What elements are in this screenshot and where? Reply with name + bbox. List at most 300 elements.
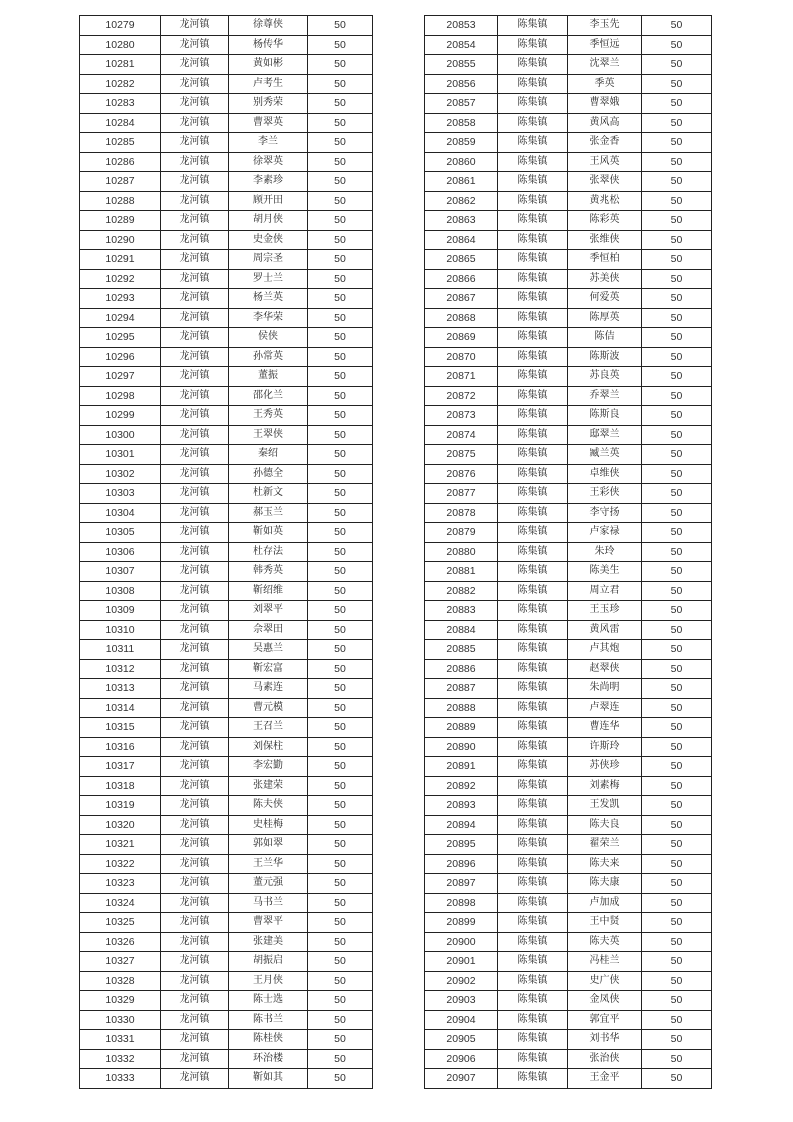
table-row xyxy=(425,211,712,231)
town-cell: 陈集镇 xyxy=(498,737,568,757)
town-cell: 龙河镇 xyxy=(161,113,229,133)
amount-cell: 50 xyxy=(642,952,712,972)
town-cell: 陈集镇 xyxy=(498,1069,568,1089)
table-row xyxy=(425,932,712,952)
amount-cell: 50 xyxy=(308,35,373,55)
town-cell: 龙河镇 xyxy=(161,172,229,192)
table-row xyxy=(80,679,373,699)
table-row xyxy=(425,1069,712,1089)
right-table-body xyxy=(425,16,712,1089)
town-cell: 龙河镇 xyxy=(161,659,229,679)
town-cell: 陈集镇 xyxy=(498,581,568,601)
table-row xyxy=(425,796,712,816)
amount-cell: 50 xyxy=(308,815,373,835)
town-cell: 陈集镇 xyxy=(498,971,568,991)
town-cell: 龙河镇 xyxy=(161,776,229,796)
id-cell: 10297 xyxy=(80,367,161,387)
amount-cell: 50 xyxy=(642,796,712,816)
name-cell: 吴惠兰 xyxy=(229,640,308,660)
town-cell: 龙河镇 xyxy=(161,230,229,250)
name-cell: 曹翠平 xyxy=(229,913,308,933)
name-cell: 臧兰英 xyxy=(568,445,642,465)
amount-cell: 50 xyxy=(308,503,373,523)
name-cell: 王发凯 xyxy=(568,796,642,816)
amount-cell: 50 xyxy=(642,308,712,328)
id-cell: 20895 xyxy=(425,835,498,855)
amount-cell: 50 xyxy=(308,718,373,738)
town-cell: 龙河镇 xyxy=(161,347,229,367)
id-cell: 20873 xyxy=(425,406,498,426)
id-cell: 20898 xyxy=(425,893,498,913)
id-cell: 20877 xyxy=(425,484,498,504)
amount-cell: 50 xyxy=(642,913,712,933)
name-cell: 张建荣 xyxy=(229,776,308,796)
amount-cell: 50 xyxy=(308,133,373,153)
table-row xyxy=(425,191,712,211)
table-row xyxy=(80,893,373,913)
table-row xyxy=(425,250,712,270)
town-cell: 陈集镇 xyxy=(498,1030,568,1050)
table-row xyxy=(425,406,712,426)
town-cell: 陈集镇 xyxy=(498,269,568,289)
table-row xyxy=(80,1049,373,1069)
table-row xyxy=(80,35,373,55)
id-cell: 20890 xyxy=(425,737,498,757)
id-cell: 10316 xyxy=(80,737,161,757)
id-cell: 10290 xyxy=(80,230,161,250)
id-cell: 20883 xyxy=(425,601,498,621)
town-cell: 龙河镇 xyxy=(161,601,229,621)
amount-cell: 50 xyxy=(642,620,712,640)
amount-cell: 50 xyxy=(308,601,373,621)
table-row xyxy=(80,152,373,172)
amount-cell: 50 xyxy=(642,425,712,445)
table-row xyxy=(80,854,373,874)
id-cell: 10308 xyxy=(80,581,161,601)
amount-cell: 50 xyxy=(642,191,712,211)
town-cell: 陈集镇 xyxy=(498,757,568,777)
id-cell: 10317 xyxy=(80,757,161,777)
town-cell: 陈集镇 xyxy=(498,55,568,75)
table-row xyxy=(80,250,373,270)
amount-cell: 50 xyxy=(642,386,712,406)
name-cell: 靳绍维 xyxy=(229,581,308,601)
town-cell: 陈集镇 xyxy=(498,133,568,153)
table-row xyxy=(425,581,712,601)
name-cell: 苏侠珍 xyxy=(568,757,642,777)
town-cell: 龙河镇 xyxy=(161,445,229,465)
town-cell: 龙河镇 xyxy=(161,1069,229,1089)
table-row xyxy=(425,16,712,36)
name-cell: 陈佶 xyxy=(568,328,642,348)
id-cell: 10300 xyxy=(80,425,161,445)
id-cell: 20884 xyxy=(425,620,498,640)
town-cell: 龙河镇 xyxy=(161,581,229,601)
amount-cell: 50 xyxy=(642,776,712,796)
id-cell: 20888 xyxy=(425,698,498,718)
town-cell: 陈集镇 xyxy=(498,308,568,328)
id-cell: 20902 xyxy=(425,971,498,991)
name-cell: 郭宜平 xyxy=(568,1010,642,1030)
town-cell: 龙河镇 xyxy=(161,718,229,738)
town-cell: 龙河镇 xyxy=(161,737,229,757)
table-row xyxy=(425,289,712,309)
id-cell: 10314 xyxy=(80,698,161,718)
amount-cell: 50 xyxy=(642,971,712,991)
amount-cell: 50 xyxy=(308,269,373,289)
name-cell: 董元强 xyxy=(229,874,308,894)
town-cell: 龙河镇 xyxy=(161,191,229,211)
name-cell: 苏美侠 xyxy=(568,269,642,289)
table-row xyxy=(80,952,373,972)
table-row xyxy=(425,698,712,718)
table-row xyxy=(80,874,373,894)
amount-cell: 50 xyxy=(642,74,712,94)
amount-cell: 50 xyxy=(308,250,373,270)
name-cell: 环治楼 xyxy=(229,1049,308,1069)
id-cell: 20897 xyxy=(425,874,498,894)
name-cell: 何爱英 xyxy=(568,289,642,309)
id-cell: 10279 xyxy=(80,16,161,36)
id-cell: 20859 xyxy=(425,133,498,153)
table-row xyxy=(80,484,373,504)
id-cell: 10288 xyxy=(80,191,161,211)
town-cell: 陈集镇 xyxy=(498,445,568,465)
amount-cell: 50 xyxy=(308,328,373,348)
amount-cell: 50 xyxy=(642,698,712,718)
name-cell: 张金香 xyxy=(568,133,642,153)
town-cell: 陈集镇 xyxy=(498,679,568,699)
town-cell: 龙河镇 xyxy=(161,874,229,894)
amount-cell: 50 xyxy=(642,484,712,504)
name-cell: 卢考生 xyxy=(229,74,308,94)
table-row xyxy=(425,971,712,991)
table-row xyxy=(80,406,373,426)
table-row xyxy=(425,679,712,699)
name-cell: 陈厚英 xyxy=(568,308,642,328)
table-row xyxy=(425,133,712,153)
id-cell: 20886 xyxy=(425,659,498,679)
id-cell: 20863 xyxy=(425,211,498,231)
amount-cell: 50 xyxy=(642,35,712,55)
amount-cell: 50 xyxy=(642,1010,712,1030)
id-cell: 10322 xyxy=(80,854,161,874)
amount-cell: 50 xyxy=(642,815,712,835)
table-row xyxy=(80,1010,373,1030)
amount-cell: 50 xyxy=(308,952,373,972)
amount-cell: 50 xyxy=(642,991,712,1011)
id-cell: 10319 xyxy=(80,796,161,816)
amount-cell: 50 xyxy=(308,893,373,913)
id-cell: 10291 xyxy=(80,250,161,270)
amount-cell: 50 xyxy=(642,250,712,270)
name-cell: 陈夫良 xyxy=(568,815,642,835)
town-cell: 陈集镇 xyxy=(498,932,568,952)
table-row xyxy=(425,172,712,192)
amount-cell: 50 xyxy=(642,347,712,367)
town-cell: 龙河镇 xyxy=(161,562,229,582)
table-row xyxy=(425,854,712,874)
amount-cell: 50 xyxy=(642,152,712,172)
name-cell: 陈斯波 xyxy=(568,347,642,367)
amount-cell: 50 xyxy=(308,347,373,367)
id-cell: 20907 xyxy=(425,1069,498,1089)
town-cell: 龙河镇 xyxy=(161,893,229,913)
name-cell: 马素连 xyxy=(229,679,308,699)
table-row xyxy=(425,445,712,465)
id-cell: 20901 xyxy=(425,952,498,972)
table-row xyxy=(80,55,373,75)
table-row xyxy=(80,367,373,387)
amount-cell: 50 xyxy=(308,152,373,172)
table-row xyxy=(425,328,712,348)
name-cell: 王秀英 xyxy=(229,406,308,426)
table-row xyxy=(425,874,712,894)
town-cell: 龙河镇 xyxy=(161,835,229,855)
town-cell: 龙河镇 xyxy=(161,679,229,699)
town-cell: 陈集镇 xyxy=(498,698,568,718)
town-cell: 陈集镇 xyxy=(498,191,568,211)
name-cell: 胡振启 xyxy=(229,952,308,972)
town-cell: 龙河镇 xyxy=(161,620,229,640)
id-cell: 20893 xyxy=(425,796,498,816)
name-cell: 乔翠兰 xyxy=(568,386,642,406)
town-cell: 龙河镇 xyxy=(161,757,229,777)
amount-cell: 50 xyxy=(642,523,712,543)
id-cell: 10306 xyxy=(80,542,161,562)
table-row xyxy=(80,445,373,465)
table-row xyxy=(425,113,712,133)
id-cell: 10312 xyxy=(80,659,161,679)
name-cell: 刘素梅 xyxy=(568,776,642,796)
table-row xyxy=(80,815,373,835)
town-cell: 陈集镇 xyxy=(498,74,568,94)
town-cell: 陈集镇 xyxy=(498,152,568,172)
amount-cell: 50 xyxy=(308,484,373,504)
table-row xyxy=(425,425,712,445)
amount-cell: 50 xyxy=(642,328,712,348)
table-row xyxy=(80,386,373,406)
town-cell: 龙河镇 xyxy=(161,425,229,445)
table-row xyxy=(80,94,373,114)
table-row xyxy=(80,620,373,640)
table-row xyxy=(425,269,712,289)
table-row xyxy=(80,971,373,991)
amount-cell: 50 xyxy=(308,1010,373,1030)
amount-cell: 50 xyxy=(308,932,373,952)
id-cell: 10318 xyxy=(80,776,161,796)
name-cell: 卢家禄 xyxy=(568,523,642,543)
amount-cell: 50 xyxy=(308,796,373,816)
id-cell: 10309 xyxy=(80,601,161,621)
town-cell: 龙河镇 xyxy=(161,1049,229,1069)
id-cell: 10307 xyxy=(80,562,161,582)
name-cell: 卢其炮 xyxy=(568,640,642,660)
name-cell: 李宏勤 xyxy=(229,757,308,777)
name-cell: 王金平 xyxy=(568,1069,642,1089)
name-cell: 韩秀英 xyxy=(229,562,308,582)
town-cell: 龙河镇 xyxy=(161,932,229,952)
amount-cell: 50 xyxy=(308,1069,373,1089)
name-cell: 周宗圣 xyxy=(229,250,308,270)
amount-cell: 50 xyxy=(642,659,712,679)
table-row xyxy=(80,289,373,309)
id-cell: 20867 xyxy=(425,289,498,309)
table-row xyxy=(80,347,373,367)
table-row xyxy=(425,562,712,582)
id-cell: 20878 xyxy=(425,503,498,523)
amount-cell: 50 xyxy=(642,932,712,952)
name-cell: 季恒柏 xyxy=(568,250,642,270)
town-cell: 龙河镇 xyxy=(161,367,229,387)
name-cell: 陈夫英 xyxy=(568,932,642,952)
id-cell: 20904 xyxy=(425,1010,498,1030)
id-cell: 20861 xyxy=(425,172,498,192)
town-cell: 龙河镇 xyxy=(161,991,229,1011)
town-cell: 龙河镇 xyxy=(161,542,229,562)
town-cell: 陈集镇 xyxy=(498,620,568,640)
amount-cell: 50 xyxy=(308,913,373,933)
id-cell: 20896 xyxy=(425,854,498,874)
table-row xyxy=(425,503,712,523)
id-cell: 10313 xyxy=(80,679,161,699)
amount-cell: 50 xyxy=(642,211,712,231)
amount-cell: 50 xyxy=(308,620,373,640)
town-cell: 龙河镇 xyxy=(161,640,229,660)
table-row xyxy=(425,230,712,250)
town-cell: 龙河镇 xyxy=(161,913,229,933)
right-table xyxy=(424,15,712,1089)
amount-cell: 50 xyxy=(308,1049,373,1069)
name-cell: 秦绍 xyxy=(229,445,308,465)
name-cell: 马书兰 xyxy=(229,893,308,913)
id-cell: 10315 xyxy=(80,718,161,738)
town-cell: 龙河镇 xyxy=(161,74,229,94)
table-row xyxy=(425,35,712,55)
name-cell: 陈夫来 xyxy=(568,854,642,874)
name-cell: 史广侠 xyxy=(568,971,642,991)
town-cell: 龙河镇 xyxy=(161,698,229,718)
town-cell: 陈集镇 xyxy=(498,94,568,114)
name-cell: 刘保柱 xyxy=(229,737,308,757)
amount-cell: 50 xyxy=(642,757,712,777)
id-cell: 20892 xyxy=(425,776,498,796)
table-row xyxy=(80,659,373,679)
amount-cell: 50 xyxy=(642,601,712,621)
town-cell: 陈集镇 xyxy=(498,854,568,874)
table-row xyxy=(80,328,373,348)
left-table xyxy=(79,15,373,1089)
id-cell: 10311 xyxy=(80,640,161,660)
town-cell: 龙河镇 xyxy=(161,484,229,504)
table-row xyxy=(80,308,373,328)
town-cell: 陈集镇 xyxy=(498,952,568,972)
id-cell: 10285 xyxy=(80,133,161,153)
table-row xyxy=(425,620,712,640)
town-cell: 陈集镇 xyxy=(498,406,568,426)
amount-cell: 50 xyxy=(308,74,373,94)
town-cell: 陈集镇 xyxy=(498,1049,568,1069)
id-cell: 20875 xyxy=(425,445,498,465)
name-cell: 靳如其 xyxy=(229,1069,308,1089)
id-cell: 10330 xyxy=(80,1010,161,1030)
name-cell: 李玉先 xyxy=(568,16,642,36)
town-cell: 陈集镇 xyxy=(498,718,568,738)
amount-cell: 50 xyxy=(308,94,373,114)
id-cell: 20889 xyxy=(425,718,498,738)
id-cell: 10327 xyxy=(80,952,161,972)
amount-cell: 50 xyxy=(308,386,373,406)
town-cell: 陈集镇 xyxy=(498,328,568,348)
town-cell: 龙河镇 xyxy=(161,464,229,484)
town-cell: 龙河镇 xyxy=(161,1010,229,1030)
name-cell: 许斯玲 xyxy=(568,737,642,757)
name-cell: 靳宏富 xyxy=(229,659,308,679)
town-cell: 龙河镇 xyxy=(161,796,229,816)
name-cell: 孙德全 xyxy=(229,464,308,484)
amount-cell: 50 xyxy=(642,230,712,250)
id-cell: 10302 xyxy=(80,464,161,484)
town-cell: 龙河镇 xyxy=(161,152,229,172)
id-cell: 10298 xyxy=(80,386,161,406)
table-row xyxy=(80,640,373,660)
amount-cell: 50 xyxy=(642,16,712,36)
town-cell: 陈集镇 xyxy=(498,230,568,250)
id-cell: 10284 xyxy=(80,113,161,133)
town-cell: 陈集镇 xyxy=(498,913,568,933)
table-row xyxy=(425,308,712,328)
table-row xyxy=(80,718,373,738)
name-cell: 翟荣兰 xyxy=(568,835,642,855)
town-cell: 龙河镇 xyxy=(161,211,229,231)
table-row xyxy=(80,601,373,621)
town-cell: 陈集镇 xyxy=(498,523,568,543)
name-cell: 徐翠英 xyxy=(229,152,308,172)
table-row xyxy=(425,347,712,367)
id-cell: 10280 xyxy=(80,35,161,55)
id-cell: 10323 xyxy=(80,874,161,894)
id-cell: 10333 xyxy=(80,1069,161,1089)
amount-cell: 50 xyxy=(642,113,712,133)
table-row xyxy=(80,581,373,601)
table-row xyxy=(80,230,373,250)
name-cell: 史金侠 xyxy=(229,230,308,250)
town-cell: 龙河镇 xyxy=(161,16,229,36)
table-row xyxy=(80,503,373,523)
table-row xyxy=(425,737,712,757)
table-row xyxy=(80,737,373,757)
amount-cell: 50 xyxy=(642,562,712,582)
amount-cell: 50 xyxy=(308,991,373,1011)
id-cell: 10304 xyxy=(80,503,161,523)
id-cell: 20869 xyxy=(425,328,498,348)
amount-cell: 50 xyxy=(642,269,712,289)
id-cell: 10281 xyxy=(80,55,161,75)
town-cell: 陈集镇 xyxy=(498,1010,568,1030)
name-cell: 陈桂侠 xyxy=(229,1030,308,1050)
name-cell: 刘翠平 xyxy=(229,601,308,621)
amount-cell: 50 xyxy=(642,464,712,484)
table-row xyxy=(425,952,712,972)
amount-cell: 50 xyxy=(642,854,712,874)
town-cell: 陈集镇 xyxy=(498,815,568,835)
name-cell: 赵翠侠 xyxy=(568,659,642,679)
town-cell: 陈集镇 xyxy=(498,893,568,913)
table-row xyxy=(80,562,373,582)
town-cell: 陈集镇 xyxy=(498,484,568,504)
table-row xyxy=(80,757,373,777)
town-cell: 陈集镇 xyxy=(498,211,568,231)
